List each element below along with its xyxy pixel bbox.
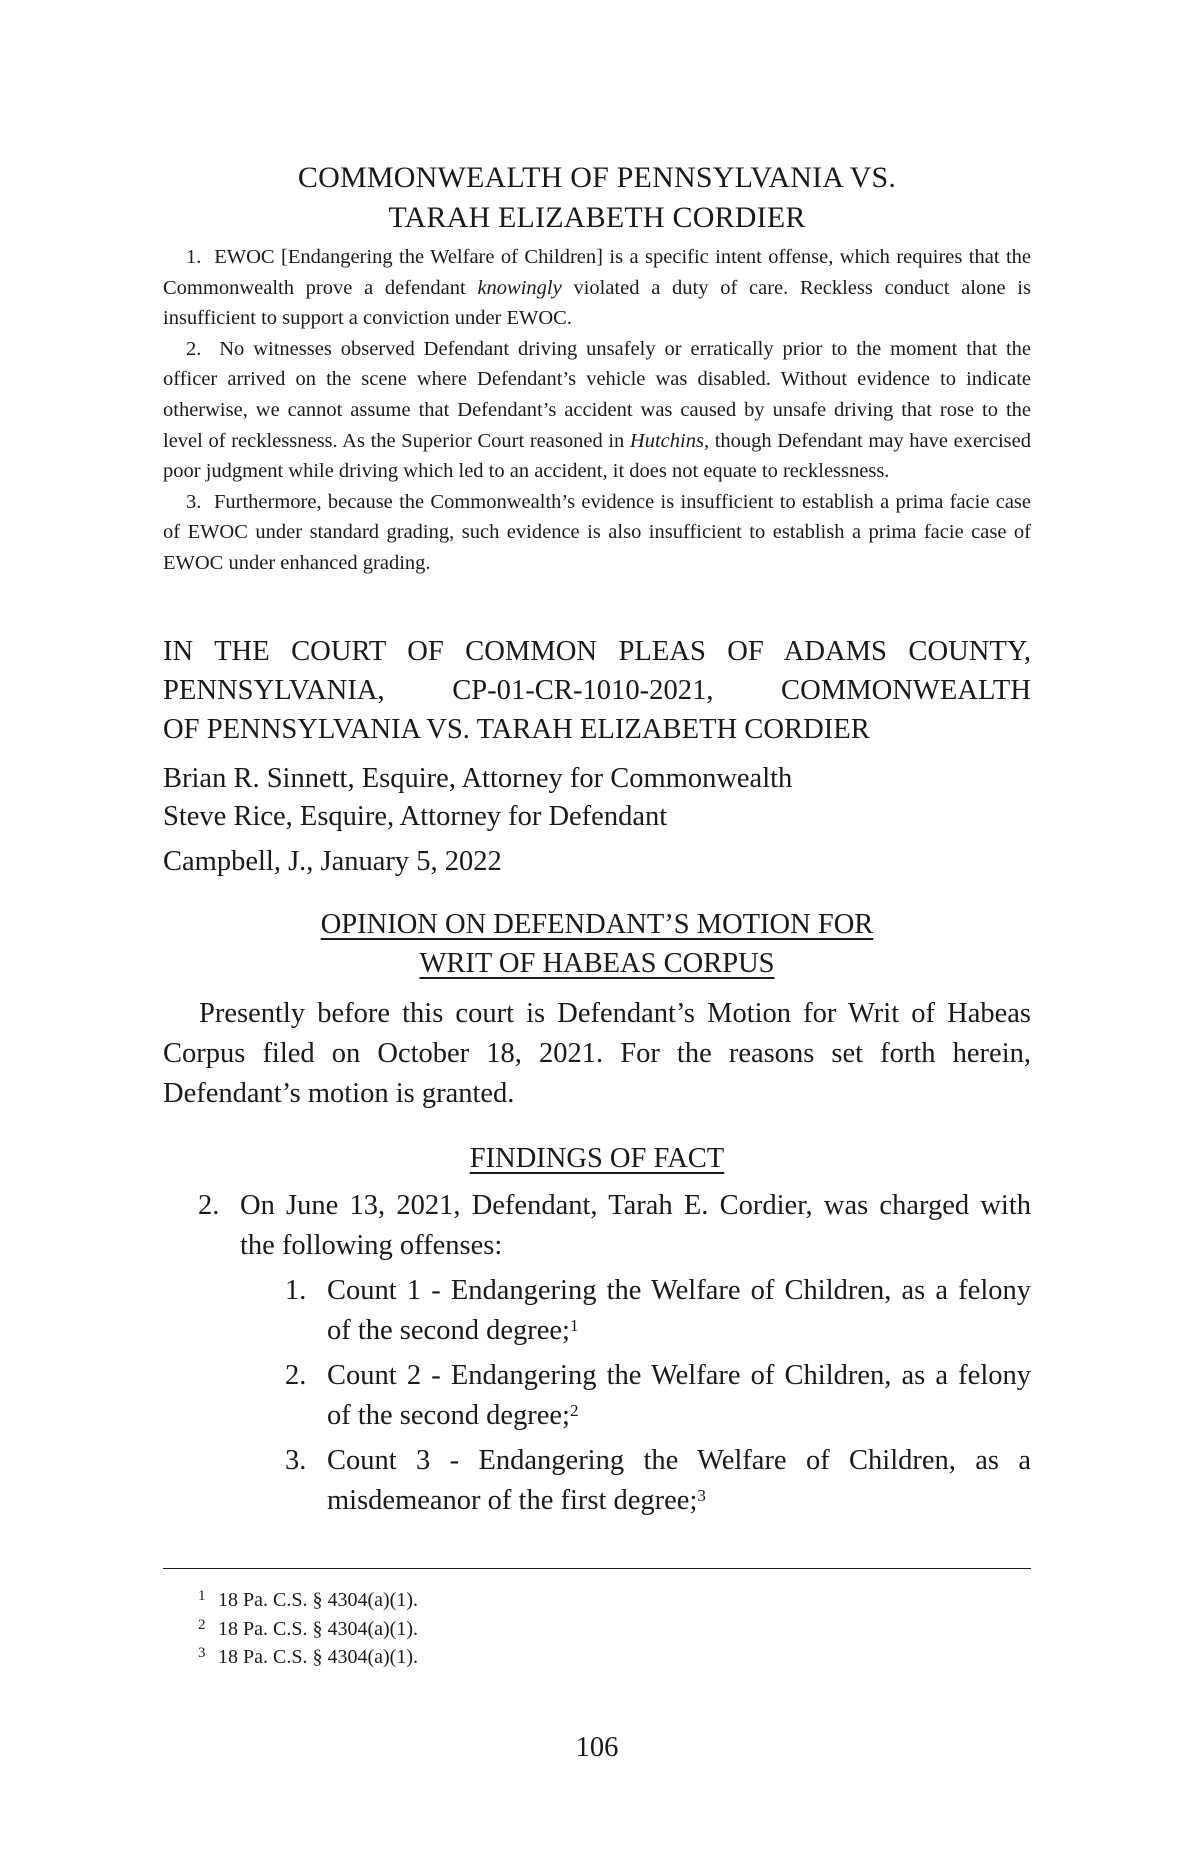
case-title bbox=[163, 158, 1031, 238]
count-number: 1. bbox=[285, 1275, 307, 1306]
opinion-title-line-1: OPINION ON DEFENDANT’S MOTION FOR bbox=[320, 909, 874, 940]
findings-title-text: FINDINGS OF FACT bbox=[469, 1143, 725, 1174]
footnote bbox=[163, 1586, 1031, 1615]
page-number: 106 bbox=[575, 1732, 619, 1763]
headnote-2 bbox=[163, 334, 1031, 487]
counsel-defendant: Steve Rice, Esquire, Attorney for Defendant bbox=[163, 801, 668, 832]
footnote-text: 18 Pa. C.S. § 4304(a)(1). bbox=[218, 1589, 418, 1611]
counsel-commonwealth: Brian R. Sinnett, Esquire, Attorney for Commonwealth bbox=[163, 763, 793, 794]
footnote-ref[interactable]: 1 bbox=[569, 1315, 579, 1335]
judge-date: Campbell, J., January 5, 2022 bbox=[163, 846, 502, 877]
headnote-italic: Hutchins bbox=[629, 429, 704, 452]
headnote-italic: knowingly bbox=[477, 276, 562, 299]
footnote-ref[interactable]: 2 bbox=[569, 1400, 579, 1420]
court-caption bbox=[163, 632, 1031, 749]
headnote-number: 2. bbox=[186, 337, 202, 360]
headnote-text: EWOC [Endangering the Welfare of Children] is a specific intent offense, which requires that the Commonwealth prove a defendant bbox=[163, 246, 1032, 299]
count-text: Count 3 - Endangering the Welfare of Children, as a misdemeanor of the first degree; bbox=[327, 1445, 1031, 1516]
footnote-text: 18 Pa. C.S. § 4304(a)(1). bbox=[218, 1646, 418, 1668]
opinion-title-line-2: WRIT OF HABEAS CORPUS bbox=[419, 948, 775, 979]
headnote-text: violated a duty of care. Reckless conduct alone is insufficient to support a conviction under EWOC. bbox=[163, 276, 1031, 330]
footnote-divider bbox=[163, 1568, 1031, 1569]
count-text: Count 1 - Endangering the Welfare of Children, as a felony of the second degree; bbox=[327, 1275, 1031, 1346]
findings-title bbox=[163, 1139, 1031, 1178]
case-title-line-2: TARAH ELIZABETH CORDIER bbox=[388, 201, 806, 234]
footnote-text: 18 Pa. C.S. § 4304(a)(1). bbox=[218, 1617, 418, 1640]
intro-text: Presently before this court is Defendant’s Motion for Writ of Habeas Corpus filed on October 18, 2021. For the reasons set forth herein, Defendant’s motion is granted. bbox=[163, 998, 1031, 1109]
findings-list bbox=[163, 1186, 1031, 1526]
court-caption-line-1: IN THE COURT OF COMMON PLEAS OF ADAMS COUNTY, bbox=[163, 636, 1031, 667]
headnotes bbox=[163, 242, 1031, 579]
count-item bbox=[163, 1356, 1031, 1435]
count-item bbox=[163, 1441, 1031, 1520]
court-caption-line-3: OF PENNSYLVANIA VS. TARAH ELIZABETH CORDIER bbox=[163, 714, 870, 745]
footnote-number: 3 bbox=[198, 1645, 206, 1661]
headnote-number: 3. bbox=[186, 490, 202, 513]
intro-paragraph bbox=[163, 994, 1031, 1114]
headnote-text: , though Defendant may have exercised poor judgment while driving which led to an accident, it does not equate to recklessness. bbox=[163, 429, 1031, 483]
finding-number: 2. bbox=[198, 1190, 220, 1221]
footnote bbox=[163, 1643, 1031, 1672]
footnote-ref[interactable]: 3 bbox=[697, 1485, 706, 1505]
headnote-number: 1. bbox=[186, 246, 202, 268]
court-caption-line-2: PENNSYLVANIA, CP-01-CR-1010-2021, COMMONWEALTH bbox=[163, 675, 1031, 706]
footnote-number: 2 bbox=[198, 1616, 206, 1633]
footnote bbox=[163, 1615, 1031, 1644]
headnote-3 bbox=[163, 487, 1031, 579]
finding-text: On June 13, 2021, Defendant, Tarah E. Cordier, was charged with the following offenses: bbox=[240, 1190, 1031, 1261]
footnote-number: 1 bbox=[198, 1588, 206, 1604]
headnote-text: No witnesses observed Defendant driving unsafely or erratically prior to the moment that the officer arrived on the scene where Defendant’s vehicle was disabled. Without evidence to indicate otherwise, we cannot assume that Defendant’s accident was caused by unsafe driving that rose to the level of recklessness. As the Superior Court reasoned in bbox=[163, 337, 1032, 452]
counsel-block bbox=[163, 760, 1031, 836]
count-list bbox=[163, 1271, 1031, 1520]
count-text: Count 2 - Endangering the Welfare of Children, as a felony of the second degree; bbox=[327, 1360, 1031, 1431]
case-title-line-1: COMMONWEALTH OF PENNSYLVANIA VS. bbox=[297, 161, 897, 194]
headnote-text: Furthermore, because the Commonwealth’s evidence is insufficient to establish a prima facie case of EWOC under standard grading, such evidence is also insufficient to establish a prima facie case of EWOC under enhanced grading. bbox=[163, 490, 1032, 574]
count-number: 2. bbox=[285, 1360, 307, 1391]
count-item bbox=[163, 1271, 1031, 1350]
finding-item bbox=[163, 1186, 1031, 1265]
count-number: 3. bbox=[285, 1445, 307, 1476]
headnote-1 bbox=[163, 242, 1031, 334]
footnotes bbox=[163, 1586, 1031, 1672]
judge-line bbox=[163, 843, 1031, 881]
opinion-title bbox=[163, 905, 1031, 983]
